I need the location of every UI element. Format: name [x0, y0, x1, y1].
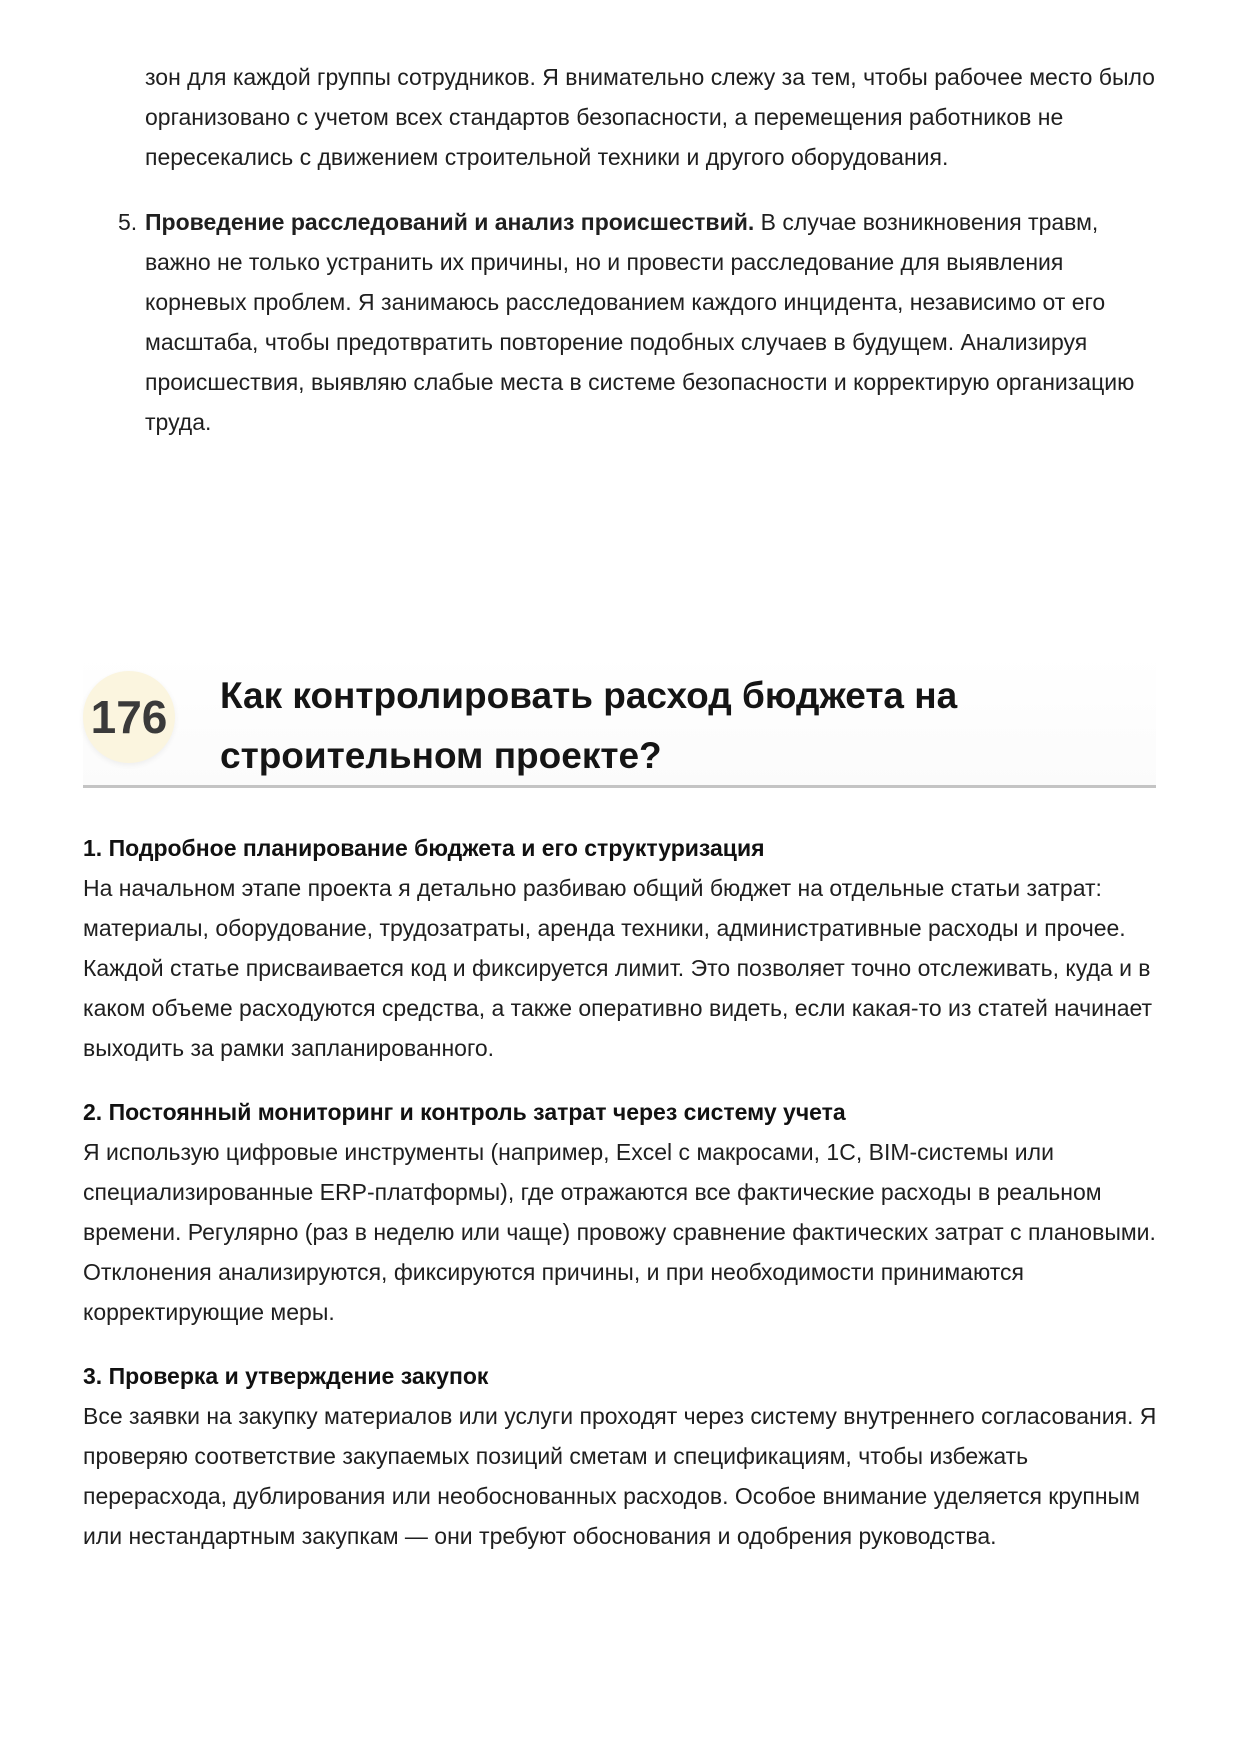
- point-text: Я использую цифровые инструменты (например, Excel с макросами, 1С, BIM-системы или специализированные ERP-платформы), где отражаются все фактические расходы в реальном времени. Регулярно (раз в неделю или чаще) провожу сравнение фактических затрат с плановыми. Отклонения анализируются, фиксируются причины, и при необходимости принимаются корректирующие меры.: [83, 1139, 1156, 1325]
- answer-body: [83, 828, 1158, 1580]
- answer-point-3: [83, 1356, 1158, 1556]
- point-text: На начальном этапе проекта я детально разбиваю общий бюджет на отдельные статьи затрат: материалы, оборудование, трудозатраты, аренда техники, административные расходы и прочее. Каждой статье присваивается код и фиксируется лимит. Это позволяет точно отслеживать, куда и в каком объеме расходуются средства, а также оперативно видеть, если какая-то из статей начинает выходить за рамки запланированного.: [83, 875, 1153, 1061]
- question-header: [83, 655, 1156, 788]
- list-item-5: [118, 202, 1155, 442]
- answer-point-2: [83, 1092, 1158, 1332]
- previous-answer-list: [118, 57, 1155, 442]
- list-item-title: Проведение расследований и анализ происшествий.: [145, 209, 755, 235]
- point-text: Все заявки на закупку материалов или услуги проходят через систему внутреннего согласования. Я проверяю соответствие закупаемых позиций сметам и спецификациям, чтобы избежать перерасхода, дублирования или необоснованных расходов. Особое внимание уделяется крупным или нестандартным закупкам — они требуют обоснования и одобрения руководства.: [83, 1403, 1157, 1549]
- point-heading: 2. Постоянный мониторинг и контроль затрат через систему учета: [83, 1099, 846, 1125]
- list-item-number: 5.: [118, 209, 138, 235]
- answer-point-1: [83, 828, 1158, 1068]
- point-heading: 3. Проверка и утверждение закупок: [83, 1363, 489, 1389]
- question-title: Как контролировать расход бюджета на строительном проекте?: [220, 675, 958, 776]
- question-number-badge: 176: [83, 671, 175, 763]
- list-item-body: [145, 202, 1155, 442]
- point-heading: 1. Подробное планирование бюджета и его структуризация: [83, 835, 765, 861]
- continuation-paragraph: зон для каждой группы сотрудников. Я внимательно слежу за тем, чтобы рабочее место было организовано с учетом всех стандартов безопасности, а перемещения работников не пересекались с движением строительной техники и другого оборудования.: [145, 64, 1155, 170]
- list-item-text: В случае возникновения травм, важно не только устранить их причины, но и провести расследование для выявления корневых проблем. Я занимаюсь расследованием каждого инцидента, независимо от его масштаба, чтобы предотвратить повторение подобных случаев в будущем. Анализируя происшествия, выявляю слабые места в системе безопасности и корректирую организацию труда.: [145, 209, 1135, 435]
